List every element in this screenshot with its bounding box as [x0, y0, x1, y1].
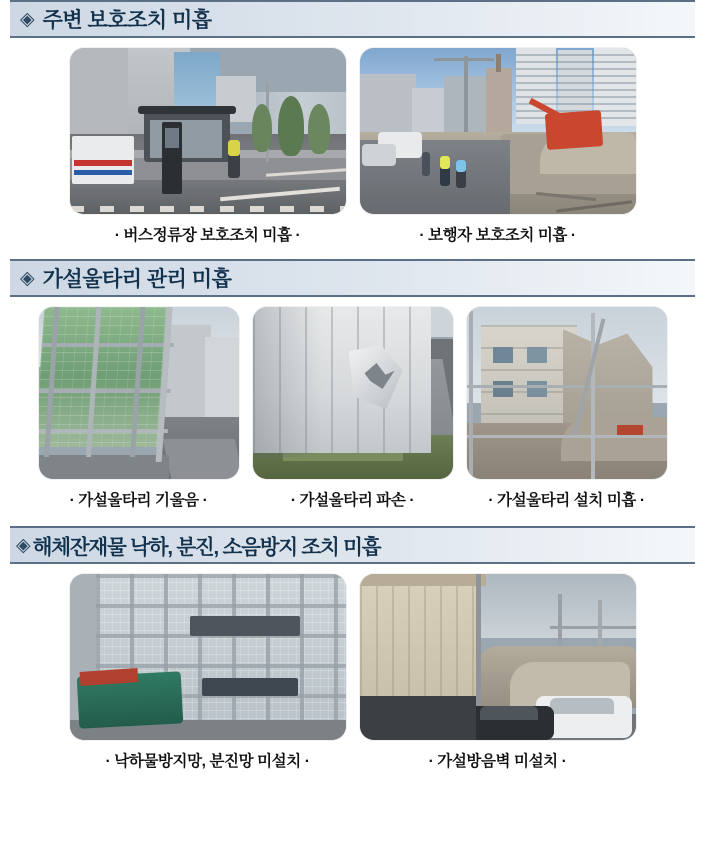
photo-cell [467, 307, 667, 510]
photo-cell [70, 574, 346, 771]
diamond-icon: ◈ [16, 534, 31, 556]
building-signboard [202, 678, 298, 696]
red-debris [617, 425, 643, 435]
building-signboard [190, 616, 300, 636]
section-temporary-fence [10, 259, 695, 510]
building [360, 74, 416, 140]
church-spire [496, 54, 501, 72]
section-header [10, 0, 695, 38]
photo-cell [39, 307, 239, 510]
diamond-icon: ◈ [20, 8, 35, 30]
pedestrian-vest [440, 156, 450, 169]
truck-stripe [74, 160, 132, 166]
photo-row [10, 574, 695, 771]
photo-cell [360, 574, 636, 771]
street-tree [278, 96, 304, 156]
truck-stripe [74, 170, 132, 175]
pedestrian [422, 152, 430, 176]
scaffold-horizontal-pipe [39, 389, 171, 393]
section-debris-dust-noise [10, 526, 695, 771]
photo-caption: · 가설울타리 기울음 · [69, 492, 208, 509]
photo-fence-tilt [39, 307, 239, 479]
photo-sound-barrier [360, 574, 636, 740]
photo-cell [253, 307, 453, 510]
window [527, 347, 547, 363]
foreground-shadow [360, 696, 476, 740]
section-title: 주변 보호조치 미흡 [42, 9, 212, 32]
photo-caption: · 가설울타리 설치 미흡 · [488, 492, 645, 509]
bus-shelter-glass [150, 120, 222, 158]
scaffold-vertical-pipe [476, 574, 481, 714]
scaffold-vertical-pipe [469, 311, 473, 479]
window [493, 381, 513, 397]
photo-caption: · 버스정류장 보호조치 미흡 · [114, 227, 301, 244]
car-window [550, 698, 614, 714]
pedestrian-vest [228, 140, 240, 156]
section-title: 가설울타리 관리 미흡 [42, 268, 232, 291]
window [493, 347, 513, 363]
photo-fence-damage [253, 307, 453, 479]
crane-mast [464, 56, 468, 140]
tilted-fence-group [39, 307, 176, 463]
photo-row [10, 307, 695, 510]
net-mesh-pattern [39, 307, 172, 447]
crosswalk-marking [70, 206, 346, 212]
building-blue [174, 52, 220, 110]
tarpaulin-top-edge [360, 574, 486, 586]
scaffold-horizontal-pipe [467, 385, 667, 388]
photo-caption: · 낙하물방지망, 분진망 미설치 · [105, 753, 310, 770]
photo-cell [70, 48, 346, 245]
window [527, 381, 547, 397]
scaffold-horizontal-pipe [467, 435, 667, 438]
photo-caption: · 가설울타리 파손 · [290, 492, 415, 509]
photo-row [10, 48, 695, 245]
parked-car [362, 144, 396, 166]
bus-info-screen [165, 128, 179, 148]
scaffold-horizontal-pipe [550, 626, 636, 629]
bus-shelter-roof [138, 106, 236, 114]
scaffold-horizontal-pipe [39, 429, 168, 433]
section-title: 해체잔재물 낙하, 분진, 소음방지 조치 미흡 [32, 536, 381, 559]
photo-bus-stop [70, 48, 346, 214]
photo-falling-object-net [70, 574, 346, 740]
building [205, 337, 239, 417]
scaffold-horizontal-pipe [41, 343, 173, 347]
section-surrounding-protection [10, 0, 695, 245]
street-tree [308, 104, 330, 154]
scaffold-vertical-pipe [591, 313, 595, 479]
photo-cell [360, 48, 636, 245]
photo-pedestrian [360, 48, 636, 214]
apartment-floor-lines [516, 54, 636, 120]
sidewalk [162, 439, 238, 479]
photo-caption: · 가설방음벽 미설치 · [428, 753, 567, 770]
photo-caption: · 보행자 보호조치 미흡 · [419, 227, 576, 244]
tarpaulin-folds [360, 574, 480, 706]
street-tree [252, 104, 272, 152]
fence-shadow [253, 307, 323, 457]
pedestrian-vest [456, 160, 466, 172]
photo-fence-missing [467, 307, 667, 479]
section-header [10, 259, 695, 297]
church-building [486, 68, 512, 134]
diamond-icon: ◈ [20, 267, 35, 289]
section-header [10, 526, 695, 564]
crane-arm [434, 58, 494, 61]
car-window [480, 706, 538, 720]
